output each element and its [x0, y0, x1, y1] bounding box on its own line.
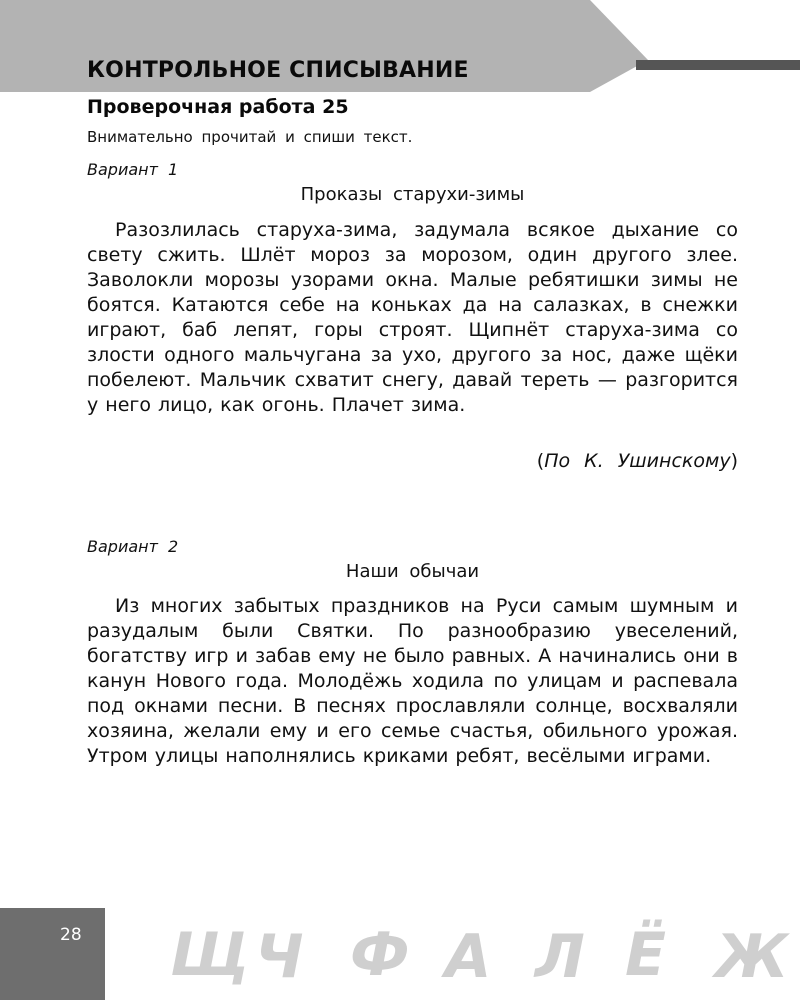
- banner-line: [636, 60, 800, 70]
- variant-2-story-text: Из многих забытых праздников на Руси самым шумным и разудалым были Святки. По разнообразию увеселений, богатству игр и забав ему не было равных. А начинались они в канун Нового года. Молодёжь ходила по улицам и распевала под окнами песни. В песнях прославляли солнце, восхваляли хозяина, желали ему и его семье счастья, обильного урожая. Утром улицы наполнялись криками ребят, весёлыми играми.: [87, 595, 738, 767]
- decor-letter-3: Ф: [350, 920, 410, 990]
- decor-letter-7: Ж: [715, 922, 789, 992]
- variant-2-story-title: Наши обычаи: [345, 561, 480, 582]
- page-number-box: [0, 908, 105, 1000]
- variant-2-label: Вариант 2: [87, 537, 179, 556]
- page-number: 28: [60, 925, 82, 945]
- decor-letter-4: А: [445, 922, 492, 992]
- decor-letter-6: Ё: [625, 920, 666, 990]
- work-title: Проверочная работа 25: [87, 96, 349, 118]
- instruction-text: Внимательно прочитай и спиши текст.: [87, 128, 413, 146]
- variant-1-label: Вариант 1: [87, 160, 179, 179]
- decor-letter-5: Л: [535, 922, 585, 992]
- variant-1-author: (По К. Ушинскому): [536, 450, 738, 472]
- decorative-letters: [160, 905, 800, 1000]
- section-title: КОНТРОЛЬНОЕ СПИСЫВАНИЕ: [87, 58, 469, 83]
- decor-letter-1: Щ: [170, 920, 250, 990]
- author-name: По К. Ушинскому: [544, 450, 731, 472]
- variant-1-story-text: Разозлилась старуха-зима, задумала всякое дыхание со свету сжить. Шлёт мороз за морозом, один другого злее. Заволокли морозы узорами окна. Малые ребятишки зимы не боятся. Катаются себе на коньках да на салазках, в снежки играют, баб лепят, горы строят. Щипнёт старуха-зима со злости одного мальчугана за ухо, другого за нос, даже щёки побелеют. Мальчик схватит снегу, давай тереть — разгорится у него лицо, как огонь. Плачет зима.: [87, 219, 738, 416]
- decor-letter-2: Ч: [255, 922, 304, 992]
- variant-1-story-title: Проказы старухи-зимы: [300, 184, 525, 205]
